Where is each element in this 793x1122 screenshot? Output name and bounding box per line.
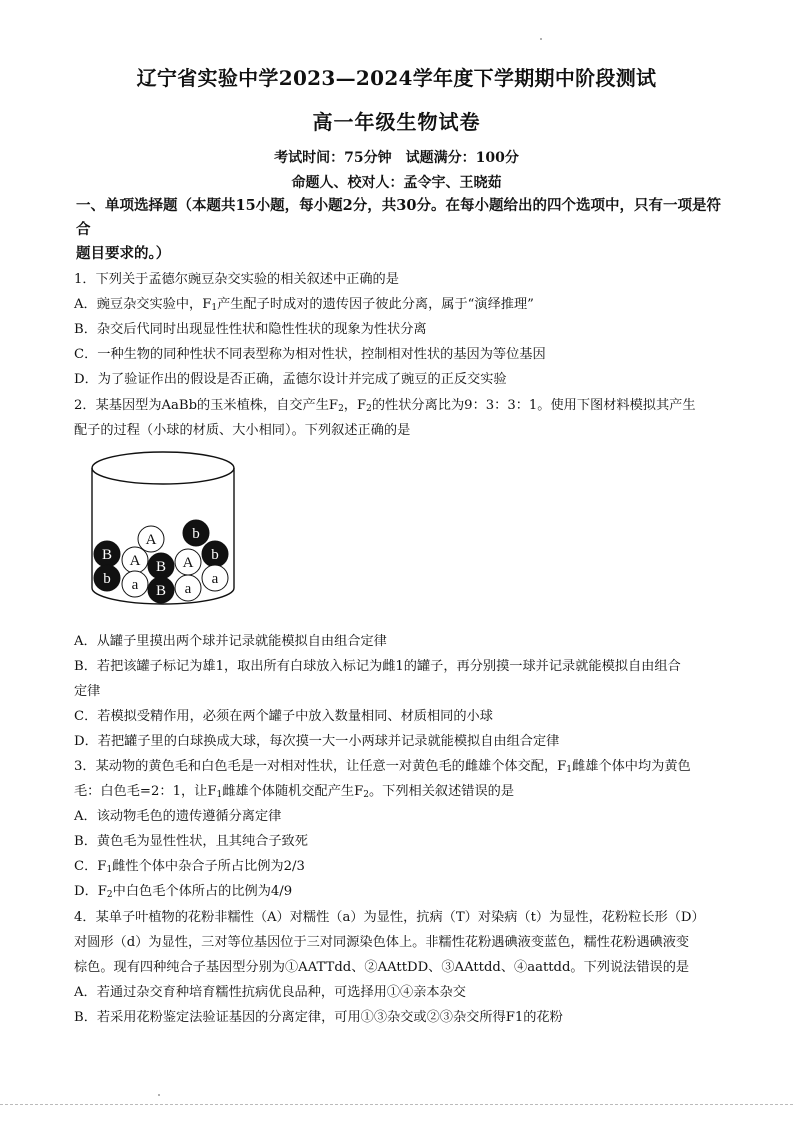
q2-option-a: A．从罐子里摸出两个球并记录就能模拟自由组合定律 <box>74 634 387 649</box>
ball-label: a <box>131 577 139 593</box>
q2-stem-line2: 配子的过程（小球的材质、大小相同）。下列叙述正确的是 <box>74 423 411 438</box>
ball-label: B <box>155 559 167 575</box>
q4-stem-line2: 对圆形（d）为显性，三对等位基因位于三对同源染色体上。非糯性花粉遇碘液变蓝色，糯性花粉遇碘液变 <box>74 935 690 950</box>
ball-label: b <box>103 571 111 587</box>
q3-c-post: 雌性个体中杂合子所占比例为2/3 <box>112 859 305 874</box>
q1-stem: 1．下列关于孟德尔豌豆杂交实验的相关叙述中正确的是 <box>74 272 399 287</box>
q3-stem <box>74 758 728 776</box>
jar-ball <box>94 541 120 567</box>
scan-dot <box>158 1094 160 1096</box>
q2-stem-sub2: 2 <box>366 404 372 414</box>
q1-option-a <box>74 296 728 314</box>
q2-option-b-line2: 定律 <box>74 684 101 699</box>
q2-stem-3: 的性状分离比为9：3：3：1。使用下图材料模拟其产生 <box>371 398 696 413</box>
q3-c-pre: C．F <box>74 859 107 874</box>
q3-stem-2: 雌雄个体中均为黄色 <box>572 759 691 774</box>
jar-ball <box>175 575 201 601</box>
q1-option-b: B．杂交后代同时出现显性性状和隐性性状的现象为性状分离 <box>74 322 427 337</box>
q4-stem-line3: 棕色。现有四种纯合子基因型分别为①AATTdd、②AAttDD、③AAttdd、④aattdd。下列说法错误的是 <box>74 960 690 975</box>
jar-ball <box>148 553 174 579</box>
jar-ball <box>94 565 120 591</box>
jar-ball <box>138 526 164 552</box>
exam-title: 辽宁省实验中学2023—2024学年度下学期期中阶段测试 <box>136 66 657 90</box>
jar-rim <box>92 452 234 484</box>
q3-option-c <box>74 858 728 876</box>
q3-line2-3: 。下列相关叙述错误的是 <box>368 784 515 799</box>
q4-option-b: B．若采用花粉鉴定法验证基因的分离定律，可用①③杂交或②③杂交所得F1的花粉 <box>74 1010 563 1025</box>
jar-ball <box>175 549 201 575</box>
q3-c-sub: 1 <box>106 865 113 875</box>
q3-stem-sub1: 1 <box>566 765 573 775</box>
ball-label: b <box>211 547 219 563</box>
ball-label: A <box>182 555 194 571</box>
page-bottom-rule <box>0 1104 793 1105</box>
q1-option-c: C．一种生物的同种性状不同表型称为相对性状，控制相对性状的基因为等位基因 <box>74 347 546 362</box>
ball-label: a <box>211 571 219 587</box>
q3-line2-sub: 1 <box>216 790 223 800</box>
jar-balls <box>94 520 228 603</box>
q3-option-b: B．黄色毛为显性性状，且其纯合子致死 <box>74 834 308 849</box>
ball-label: b <box>192 526 200 542</box>
q3-stem-line2 <box>74 783 728 801</box>
section-heading-cont: 题目要求的。） <box>76 245 171 262</box>
jar-ball <box>202 565 228 591</box>
section-heading <box>76 194 726 266</box>
exam-info: 考试时间：75分钟 试题满分：100分 <box>274 150 519 166</box>
q1-a-pre: A．豌豆杂交实验中，F <box>74 297 212 312</box>
jar-ball <box>122 547 148 573</box>
q1-a-post: 产生配子时成对的遗传因子彼此分离，属于“演绎推理” <box>217 297 534 312</box>
q2-stem <box>74 397 728 415</box>
q2-option-d: D．若把罐子里的白球换成大球，每次摸一大一小两球并记录就能模拟自由组合定律 <box>74 734 560 749</box>
jar-ball <box>148 577 174 603</box>
q1-a-sub: 1 <box>211 303 218 313</box>
jar-ball <box>202 541 228 567</box>
q2-stem-1: 2．某基因型为AaBb的玉米植株，自交产生F <box>74 398 339 413</box>
jar-figure <box>88 448 238 608</box>
ball-label: A <box>129 553 141 569</box>
exam-subtitle: 高一年级生物试卷 <box>312 110 481 134</box>
q3-d-sub: 2 <box>106 890 113 900</box>
scan-dot <box>540 38 542 40</box>
jar-ball <box>122 571 148 597</box>
q1-option-d: D．为了验证作出的假设是否正确，孟德尔设计并完成了豌豆的正反交实验 <box>74 372 507 387</box>
q3-line2-2: 雌雄个体随机交配产生F <box>222 784 364 799</box>
q3-option-a: A．该动物毛色的遗传遵循分离定律 <box>74 809 282 824</box>
q3-option-d <box>74 883 728 901</box>
q2-option-c: C．若模拟受精作用，必须在两个罐子中放入数量相同、材质相同的小球 <box>74 709 493 724</box>
q3-d-post: 中白色毛个体所占的比例为4/9 <box>112 884 293 899</box>
ball-label: B <box>155 583 167 599</box>
q4-stem-line1: 4．某单子叶植物的花粉非糯性（A）对糯性（a）为显性，抗病（T）对染病（t）为显性，花粉粒长形（D） <box>74 910 705 925</box>
q3-line2-1: 毛：白色毛=2：1，让F <box>74 784 217 799</box>
q3-stem-1: 3．某动物的黄色毛和白色毛是一对相对性状，让任意一对黄色毛的雌雄个体交配，F <box>74 759 567 774</box>
q2-stem-sub1: 2 <box>338 404 344 414</box>
exam-authors: 命题人、校对人：孟令宇、王晓茹 <box>291 175 502 191</box>
q4-option-a: A．若通过杂交育种培育糯性抗病优良品种，可选择用①④亲本杂交 <box>74 985 466 1000</box>
ball-label: a <box>184 581 192 597</box>
q2-option-b-line1: B．若把该罐子标记为雄1，取出所有白球放入标记为雌1的罐子，再分别摸一球并记录就能模拟自由组合 <box>74 659 681 674</box>
jar-ball <box>183 520 209 546</box>
q3-d-pre: D．F <box>74 884 107 899</box>
section-heading-line: 一、单项选择题（本题共15小题，每小题2分，共30分。在每小题给出的四个选项中，只有一项是符合 <box>76 197 721 238</box>
q2-stem-2: ，F <box>343 398 367 413</box>
ball-label: B <box>101 547 113 563</box>
q3-line2-sub2: 2 <box>363 790 369 800</box>
ball-label: A <box>145 532 157 548</box>
